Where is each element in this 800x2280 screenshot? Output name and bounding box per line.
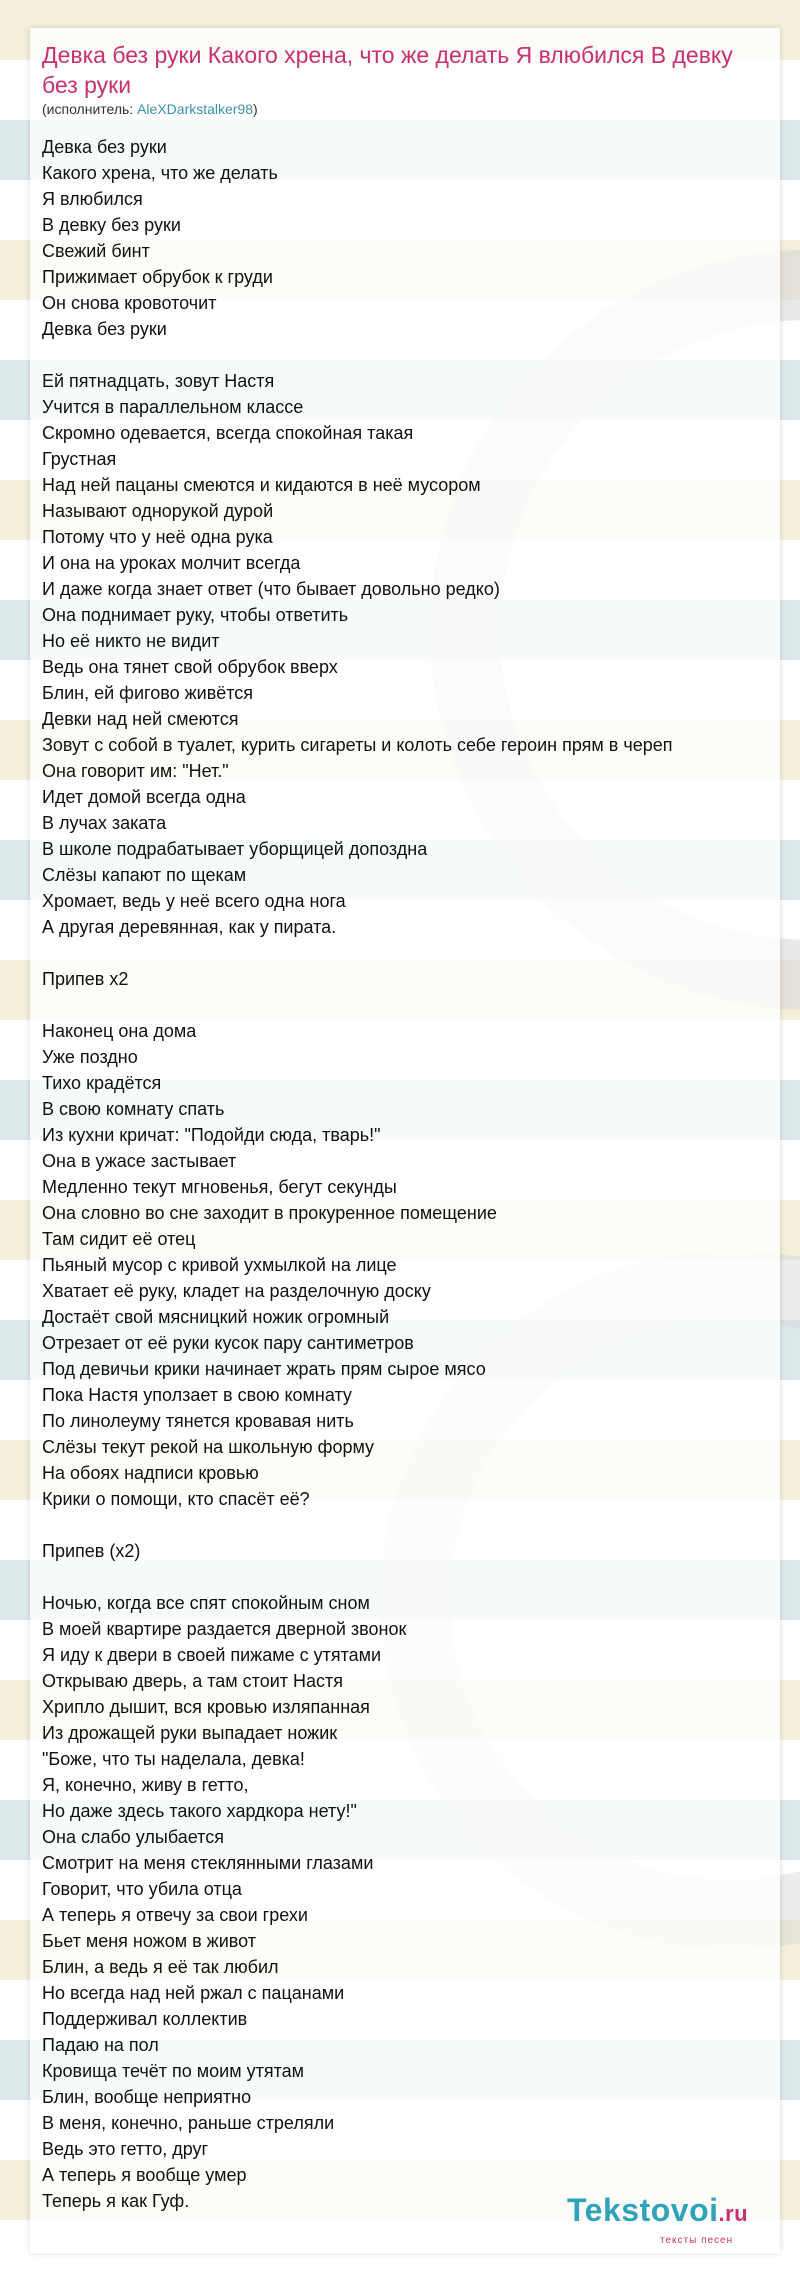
logo-tld: .ru xyxy=(718,2201,749,2226)
lyric-line: Блин, ей фигово живётся xyxy=(42,683,254,703)
lyric-line: Над ней пацаны смеются и кидаются в неё мусором xyxy=(42,475,481,495)
lyric-line: Учится в параллельном классе xyxy=(42,397,304,417)
lyric-line: На обоях надписи кровью xyxy=(42,1463,259,1483)
lyric-line: Я, конечно, живу в гетто, xyxy=(42,1775,249,1795)
lyric-line: Но даже здесь такого хардкора нету!" xyxy=(42,1801,357,1821)
lyric-line: Она говорит им: "Нет." xyxy=(42,761,229,781)
lyric-line: Крики о помощи, кто спасёт её? xyxy=(42,1489,310,1509)
lyric-line: А другая деревянная, как у пирата. xyxy=(42,917,337,937)
lyric-line: Припев (x2) xyxy=(42,1541,141,1561)
lyric-line: В меня, конечно, раньше стреляли xyxy=(42,2113,335,2133)
lyric-line: Кровища течёт по моим утятам xyxy=(42,2061,305,2081)
artist-line xyxy=(42,101,258,117)
lyric-line: Медленно текут мгновенья, бегут секунды xyxy=(42,1177,397,1197)
lyric-line: Она слабо улыбается xyxy=(42,1827,224,1847)
logo-name: Tekstovoi xyxy=(567,2192,719,2228)
lyric-line: Хватает её руку, кладет на разделочную доску xyxy=(42,1281,431,1301)
lyric-line: Она в ужасе застывает xyxy=(42,1151,237,1171)
lyric-line xyxy=(42,1564,782,1590)
lyric-line: Слёзы капают по щекам xyxy=(42,865,247,885)
lyric-line: А теперь я отвечу за свои грехи xyxy=(42,1905,308,1925)
lyric-line: Я влюбился xyxy=(42,189,143,209)
lyric-line: Она поднимает руку, чтобы ответить xyxy=(42,605,349,625)
lyric-line: Скромно одевается, всегда спокойная такая xyxy=(42,423,414,443)
lyric-line: Я иду к двери в своей пижаме с утятами xyxy=(42,1645,382,1665)
lyric-line: Ведь она тянет свой обрубок вверх xyxy=(42,657,338,677)
lyric-line: Ночью, когда все спят спокойным сном xyxy=(42,1593,370,1613)
lyric-line: Девка без руки xyxy=(42,137,167,157)
lyric-line: Блин, вообще неприятно xyxy=(42,2087,252,2107)
lyric-line: И она на уроках молчит всегда xyxy=(42,553,301,573)
lyric-line xyxy=(42,342,782,368)
lyric-line xyxy=(42,940,782,966)
lyric-line: Открываю дверь, а там стоит Настя xyxy=(42,1671,343,1691)
lyric-line: Но её никто не видит xyxy=(42,631,220,651)
lyric-line xyxy=(42,1512,782,1538)
lyric-line: Наконец она дома xyxy=(42,1021,197,1041)
lyric-line: И даже когда знает ответ (что бывает довольно редко) xyxy=(42,579,500,599)
lyric-line: Свежий бинт xyxy=(42,241,150,261)
lyric-line: Смотрит на меня стеклянными глазами xyxy=(42,1853,374,1873)
lyric-line: В девку без руки xyxy=(42,215,181,235)
page-title: Девка без руки Какого хрена, что же делать Я влюбился В девку без руки xyxy=(42,42,733,98)
lyric-line: Из дрожащей руки выпадает ножик xyxy=(42,1723,338,1743)
lyric-line: Падаю на пол xyxy=(42,2035,159,2055)
lyric-line: Припев x2 xyxy=(42,969,129,989)
lyric-line: Зовут с собой в туалет, курить сигареты и колоть себе героин прям в череп xyxy=(42,735,673,755)
lyric-line: Но всегда над ней ржал с пацанами xyxy=(42,1983,345,2003)
lyric-line: Прижимает обрубок к груди xyxy=(42,267,273,287)
lyric-line: Какого хрена, что же делать xyxy=(42,163,278,183)
lyric-line: Пока Настя уползает в свою комнату xyxy=(42,1385,352,1405)
lyric-line: Девки над ней смеются xyxy=(42,709,239,729)
lyric-line: Под девичьи крики начинает жрать прям сырое мясо xyxy=(42,1359,486,1379)
lyric-line: "Боже, что ты наделала, девка! xyxy=(42,1749,305,1769)
lyric-line: Достаёт свой мясницкий ножик огромный xyxy=(42,1307,390,1327)
lyric-line: Отрезает от её руки кусок пару сантиметров xyxy=(42,1333,414,1353)
tekstovoi-logo[interactable] xyxy=(567,2192,748,2229)
lyric-line: Он снова кровоточит xyxy=(42,293,217,313)
lyric-line: Она словно во сне заходит в прокуренное помещение xyxy=(42,1203,497,1223)
lyric-line: Из кухни кричат: "Подойди сюда, тварь!" xyxy=(42,1125,381,1145)
lyrics-body xyxy=(42,134,782,2214)
lyric-line: В свою комнату спать xyxy=(42,1099,225,1119)
lyric-line: А теперь я вообще умер xyxy=(42,2165,247,2185)
lyric-line: Говорит, что убила отца xyxy=(42,1879,242,1899)
lyric-line: Уже поздно xyxy=(42,1047,138,1067)
lyric-line: Хромает, ведь у неё всего одна нога xyxy=(42,891,346,911)
lyric-line: Поддерживал коллектив xyxy=(42,2009,248,2029)
lyric-line: В лучах заката xyxy=(42,813,167,833)
lyric-line: Потому что у неё одна рука xyxy=(42,527,273,547)
lyric-line: Идет домой всегда одна xyxy=(42,787,246,807)
lyric-line: В школе подрабатывает уборщицей допоздна xyxy=(42,839,428,859)
lyric-line: Слёзы текут рекой на школьную форму xyxy=(42,1437,375,1457)
lyric-line: Пьяный мусор с кривой ухмылкой на лице xyxy=(42,1255,397,1275)
lyric-line: Блин, а ведь я её так любил xyxy=(42,1957,279,1977)
lyric-line: Теперь я как Гуф. xyxy=(42,2191,190,2211)
lyric-line: Грустная xyxy=(42,449,117,469)
artist-suffix: ) xyxy=(253,101,258,117)
artist-link[interactable]: AleXDarkstalker98 xyxy=(137,101,254,117)
lyric-line: Там сидит её отец xyxy=(42,1229,196,1249)
lyric-line: Хрипло дышит, вся кровью изляпанная xyxy=(42,1697,370,1717)
lyric-line xyxy=(42,992,782,1018)
lyric-line: Ведь это гетто, друг xyxy=(42,2139,209,2159)
lyric-line: Называют однорукой дурой xyxy=(42,501,274,521)
lyric-line: Тихо крадётся xyxy=(42,1073,162,1093)
logo-tagline: тексты песен xyxy=(660,2235,734,2246)
lyric-line: Бьет меня ножом в живот xyxy=(42,1931,256,1951)
lyric-line: Девка без руки xyxy=(42,319,167,339)
lyric-line: Ей пятнадцать, зовут Настя xyxy=(42,371,275,391)
lyric-line: По линолеуму тянется кровавая нить xyxy=(42,1411,354,1431)
lyric-line: В моей квартире раздается дверной звонок xyxy=(42,1619,407,1639)
artist-prefix: (исполнитель: xyxy=(42,101,138,117)
